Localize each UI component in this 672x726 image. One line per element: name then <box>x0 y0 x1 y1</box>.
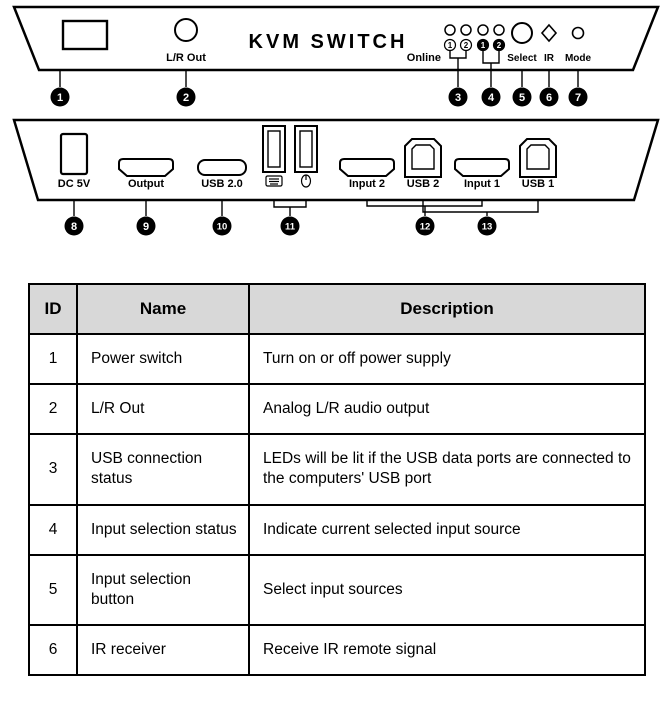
callout-11: 11 <box>284 221 296 233</box>
table-row <box>29 384 645 434</box>
col-header-id: ID <box>29 284 77 334</box>
hdmi-input1-port <box>455 159 509 176</box>
cell-id: 5 <box>29 555 77 625</box>
usb-b-port-1-inner <box>527 145 549 169</box>
front-callouts <box>51 88 588 107</box>
online-digit-2: 2 <box>463 41 469 50</box>
dc-power-port <box>61 134 87 174</box>
callout-8: 8 <box>70 221 78 233</box>
callout-7: 7 <box>574 92 582 104</box>
legend-table <box>28 283 646 676</box>
table-row <box>29 555 645 625</box>
cell-description: Select input sources <box>249 555 645 625</box>
table-row <box>29 334 645 384</box>
cell-id: 4 <box>29 505 77 555</box>
panel-title: KVM SWITCH <box>248 31 408 53</box>
input2-label: Input 2 <box>348 178 386 190</box>
cell-name: IR receiver <box>77 625 249 675</box>
front-panel-diagram <box>0 0 672 110</box>
output-label: Output <box>127 178 165 190</box>
input-digit-2: 2 <box>496 41 502 50</box>
callout-9: 9 <box>142 221 150 233</box>
cell-name: Input selection button <box>77 555 249 625</box>
hdmi-input2-port <box>340 159 394 176</box>
cell-description: Indicate current selected input source <box>249 505 645 555</box>
power-switch <box>63 21 107 49</box>
online-led-1 <box>445 25 455 35</box>
input1-label: Input 1 <box>463 178 501 190</box>
lr-out-jack <box>175 19 197 41</box>
callout-10: 10 <box>216 221 228 233</box>
cell-id: 2 <box>29 384 77 434</box>
cell-description: Receive IR remote signal <box>249 625 645 675</box>
table-row <box>29 625 645 675</box>
select-button <box>512 23 532 43</box>
table-row <box>29 505 645 555</box>
rear-panel-body <box>14 120 658 200</box>
cell-name: Power switch <box>77 334 249 384</box>
usb20-port <box>198 160 246 175</box>
table-header-row <box>29 284 645 334</box>
lr-out-label: L/R Out <box>166 52 206 64</box>
rear-callout-lines <box>74 200 538 216</box>
callout-2: 2 <box>182 92 190 104</box>
cell-id: 3 <box>29 434 77 504</box>
col-header-description: Description <box>249 284 645 334</box>
usb20-label: USB 2.0 <box>201 178 243 190</box>
callout-1: 1 <box>56 92 64 104</box>
online-led-2 <box>461 25 471 35</box>
usb2-label: USB 2 <box>406 178 440 190</box>
callout-3: 3 <box>454 92 462 104</box>
select-label: Select <box>507 53 537 64</box>
cell-description: Analog L/R audio output <box>249 384 645 434</box>
callout-4: 4 <box>487 92 495 104</box>
hdmi-output-port <box>119 159 173 176</box>
ir-label: IR <box>544 53 554 64</box>
cell-name: Input selection status <box>77 505 249 555</box>
cell-description: Turn on or off power supply <box>249 334 645 384</box>
cell-name: USB connection status <box>77 434 249 504</box>
callout-5: 5 <box>518 92 526 104</box>
usb-b-port-2-inner <box>412 145 434 169</box>
input-led-2 <box>494 25 504 35</box>
online-label: Online <box>406 52 441 64</box>
input-led-1 <box>478 25 488 35</box>
cell-name: L/R Out <box>77 384 249 434</box>
usb-a-port-mouse-tongue <box>300 131 312 167</box>
cell-id: 1 <box>29 334 77 384</box>
cell-description: LEDs will be lit if the USB data ports are connected to the computers' USB port <box>249 434 645 504</box>
cell-id: 6 <box>29 625 77 675</box>
rear-panel-diagram <box>0 110 672 240</box>
dc-label: DC 5V <box>57 178 91 190</box>
usb-a-port-keyboard-tongue <box>268 131 280 167</box>
online-digit-1: 1 <box>447 41 453 50</box>
col-header-name: Name <box>77 284 249 334</box>
mode-label: Mode <box>564 53 592 64</box>
callout-13: 13 <box>481 221 493 233</box>
callout-6: 6 <box>545 92 553 104</box>
table-row <box>29 434 645 504</box>
mode-led <box>573 28 584 39</box>
usb1-label: USB 1 <box>521 178 555 190</box>
input-digit-1: 1 <box>480 41 486 50</box>
callout-12: 12 <box>419 221 431 233</box>
rear-callouts <box>65 217 497 236</box>
